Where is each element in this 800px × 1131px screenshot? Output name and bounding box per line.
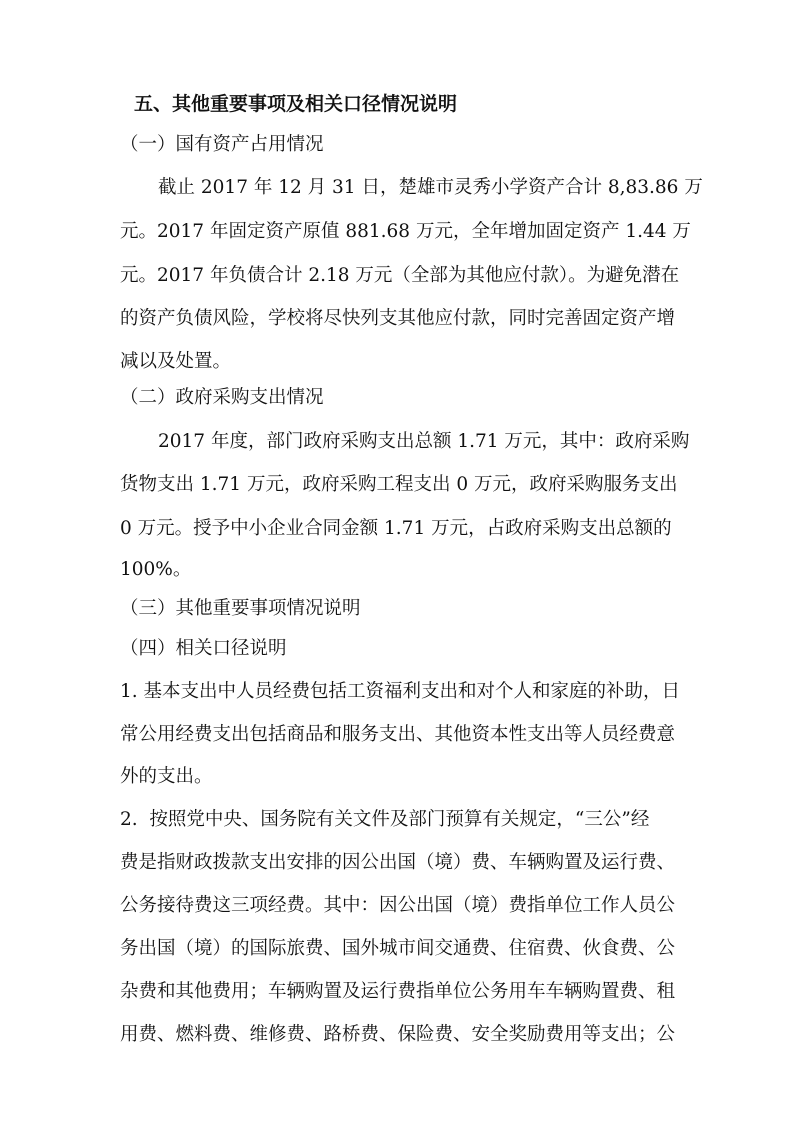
heading-procurement: （二）政府采购支出情况 [120,387,324,408]
paragraph-line: 2017 年度，部门政府采购支出总额 1.71 万元，其中：政府采购 [158,431,690,452]
paragraph-line: 外的支出。 [120,766,213,787]
section-title: 五、其他重要事项及相关口径情况说明 [134,93,458,115]
paragraph-line: 杂费和其他费用；车辆购置及运行费指单位公务用车车辆购置费、租 [120,981,676,1002]
heading-other-matters: （三）其他重要事项情况说明 [120,598,361,619]
paragraph-line: 元。2017 年固定资产原值 881.68 万元，全年增加固定资产 1.44 万 [120,221,691,242]
paragraph-line: 费是指财政拨款支出安排的因公出国（境）费、车辆购置及运行费、 [120,852,676,873]
paragraph-line: 用费、燃料费、维修费、路桥费、保险费、安全奖励费用等支出；公 [120,1024,676,1045]
heading-scope-explanation: （四）相关口径说明 [120,638,287,659]
paragraph-line: 减以及处置。 [120,351,232,372]
paragraph-line: 截止 2017 年 12 月 31 日，楚雄市灵秀小学资产合计 8,83.86 万 [158,177,703,198]
paragraph-line: 100%。 [120,559,192,580]
heading-state-assets: （一）国有资产占用情况 [120,134,324,155]
paragraph-line: 常公用经费支出包括商品和服务支出、其他资本性支出等人员经费意 [120,724,676,745]
paragraph-line: 货物支出 1.71 万元，政府采购工程支出 0 万元，政府采购服务支出 [120,474,678,495]
paragraph-line: 2. 按照党中央、国务院有关文件及部门预算有关规定，“三公”经 [120,809,650,830]
paragraph-line: 的资产负债风险，学校将尽快列支其他应付款，同时完善固定资产增 [120,308,676,329]
paragraph-line: 务出国（境）的国际旅费、国外城市间交通费、住宿费、伙食费、公 [120,938,676,959]
paragraph-line: 0 万元。授予中小企业合同金额 1.71 万元，占政府采购支出总额的 [120,518,672,539]
paragraph-line: 1. 基本支出中人员经费包括工资福利支出和对个人和家庭的补助，日 [120,681,681,702]
paragraph-line: 元。2017 年负债合计 2.18 万元（全部为其他应付款）。为避免潜在 [120,265,680,286]
paragraph-line: 公务接待费这三项经费。其中：因公出国（境）费指单位工作人员公 [120,895,676,916]
